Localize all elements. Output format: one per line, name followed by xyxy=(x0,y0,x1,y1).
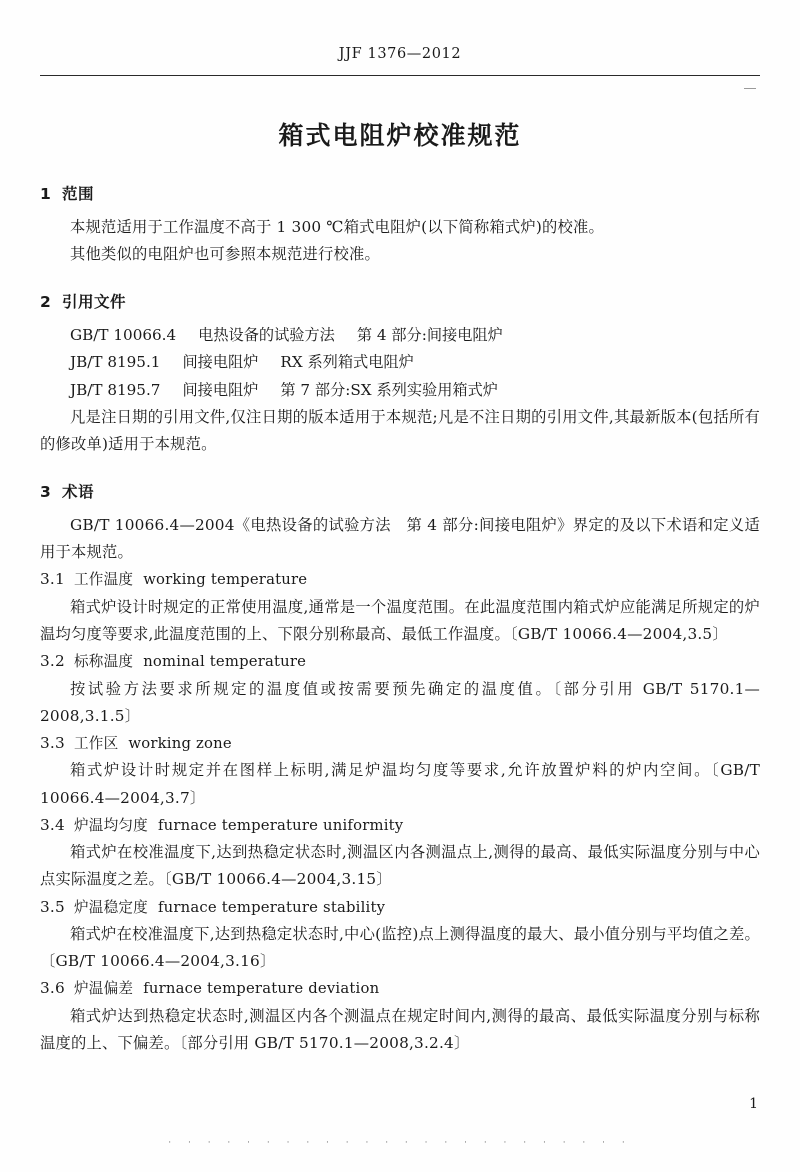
reference-title: 电热设备的试验方法 xyxy=(198,326,335,345)
document-body xyxy=(40,98,760,1057)
term-body: 箱式炉达到热稳定状态时,测温区内各个测温点在规定时间内,测得的最高、最低实际温度分别与标称温度的上、下偏差。〔部分引用 GB/T 5170.1—2008,3.2.4〕 xyxy=(40,1006,760,1052)
term-name-cn: 标称温度 xyxy=(74,653,134,671)
section-number-2: 2 xyxy=(40,293,52,312)
section-2-paragraph-1: 凡是注日期的引用文件,仅注日期的版本适用于本规范;凡是不注日期的引用文件,其最新版本(包括所有的修改单)适用于本规范。 xyxy=(40,407,760,453)
reference-title: 间接电阻炉 xyxy=(182,380,259,399)
term-entry xyxy=(40,566,760,648)
reference-code: JB/T 8195.1 xyxy=(70,353,161,372)
section-1-paragraph-1: 本规范适用于工作温度不高于 1 300 ℃箱式电阻炉(以下简称箱式炉)的校准。 xyxy=(70,218,604,236)
term-number: 3.6 xyxy=(40,979,65,998)
term-name-en: furnace temperature stability xyxy=(157,898,386,916)
section-3-intro: GB/T 10066.4—2004《电热设备的试验方法 第 4 部分:间接电阻炉》界定的及以下术语和定义适用于本规范。 xyxy=(40,516,760,562)
term-name-en: nominal temperature xyxy=(143,653,307,671)
header-rule xyxy=(40,75,760,76)
term-number: 3.1 xyxy=(40,570,65,589)
term-entry xyxy=(40,894,760,976)
reference-list xyxy=(40,322,760,403)
reference-code: GB/T 10066.4 xyxy=(70,326,177,345)
footer-decoration: · · · · · · · · · · · · · · · · · · · · · · · · xyxy=(168,1138,632,1148)
term-entry xyxy=(40,812,760,894)
page-number: 1 xyxy=(749,1096,758,1112)
reference-part: 第 4 部分:间接电阻炉 xyxy=(356,326,503,345)
term-body: 箱式炉设计时规定并在图样上标明,满足炉温均匀度等要求,允许放置炉料的炉内空间。〔GB/T 10066.4—2004,3.7〕 xyxy=(40,761,760,807)
term-body: 按试验方法要求所规定的温度值或按需要预先确定的温度值。〔部分引用 GB/T 5170.1—2008,3.1.5〕 xyxy=(40,679,760,725)
page-title: 箱式电阻炉校准规范 xyxy=(278,121,522,150)
reference-item xyxy=(40,322,760,349)
reference-item xyxy=(40,377,760,404)
reference-title: 间接电阻炉 xyxy=(182,353,259,372)
term-entry xyxy=(40,730,760,812)
term-name-cn: 工作区 xyxy=(74,734,119,752)
reference-part: RX 系列箱式电阻炉 xyxy=(280,353,414,372)
running-head: JJF 1376—2012 xyxy=(338,46,462,62)
section-title-2: 引用文件 xyxy=(62,293,127,312)
term-name-en: furnace temperature uniformity xyxy=(157,816,404,834)
section-title-1: 范围 xyxy=(62,185,95,203)
section-title-3: 术语 xyxy=(62,483,95,502)
term-name-cn: 炉温均匀度 xyxy=(74,816,148,834)
section-heading-3 xyxy=(40,480,760,502)
term-name-en: furnace temperature deviation xyxy=(143,980,380,998)
term-number: 3.5 xyxy=(40,897,65,916)
term-name-en: working temperature xyxy=(143,571,308,589)
section-heading-1 xyxy=(40,182,760,204)
term-name-en: working zone xyxy=(128,734,232,752)
term-name-cn: 炉温稳定度 xyxy=(74,898,148,916)
term-body: 箱式炉设计时规定的正常使用温度,通常是一个温度范围。在此温度范围内箱式炉应能满足所规定的炉温均匀度等要求,此温度范围的上、下限分别称最高、最低工作温度。〔GB/T 10066.4—2004,3.5〕 xyxy=(40,597,760,643)
term-number: 3.2 xyxy=(40,652,65,671)
term-entry xyxy=(40,648,760,730)
term-body: 箱式炉在校准温度下,达到热稳定状态时,中心(监控)点上测得温度的最大、最小值分别与平均值之差。〔GB/T 10066.4—2004,3.16〕 xyxy=(40,924,760,971)
term-name-cn: 炉温偏差 xyxy=(74,980,134,998)
margin-tick-right xyxy=(744,88,756,89)
term-name-cn: 工作温度 xyxy=(74,571,134,589)
term-body: 箱式炉在校准温度下,达到热稳定状态时,测温区内各测温点上,测得的最高、最低实际温度分别与中心点实际温度之差。〔GB/T 10066.4—2004,3.15〕 xyxy=(40,843,760,889)
section-number-1: 1 xyxy=(40,185,52,203)
section-1-paragraph-2: 其他类似的电阻炉也可参照本规范进行校准。 xyxy=(70,245,380,264)
reference-code: JB/T 8195.7 xyxy=(70,380,161,399)
reference-item xyxy=(40,349,760,376)
section-number-3: 3 xyxy=(40,483,52,502)
section-heading-2 xyxy=(40,290,760,312)
reference-part: 第 7 部分:SX 系列实验用箱式炉 xyxy=(280,380,498,399)
term-entry xyxy=(40,975,760,1057)
term-number: 3.4 xyxy=(40,815,65,834)
term-number: 3.3 xyxy=(40,733,65,752)
